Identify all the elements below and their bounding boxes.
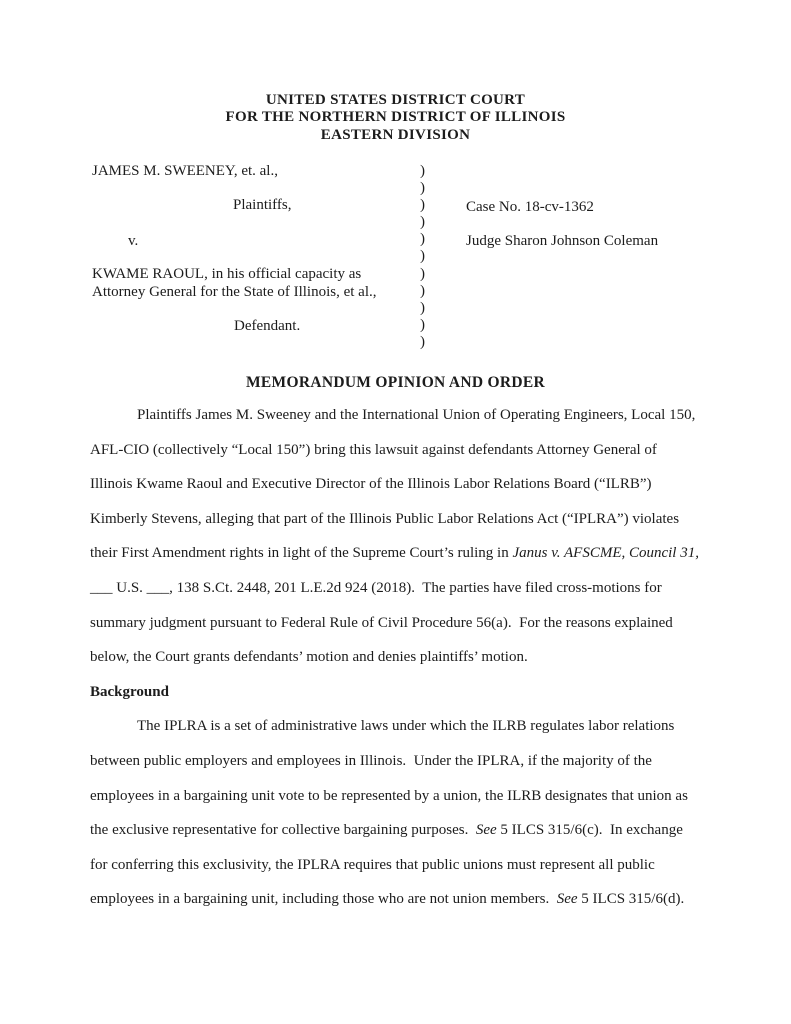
caption-paren: ): [420, 299, 425, 316]
plaintiff-label: Plaintiffs,: [233, 197, 292, 213]
defendant-name-line1: KWAME RAOUL, in his official capacity as: [92, 266, 362, 282]
body-text-segment: 5 ILCS 315/6(c). In exchange: [496, 822, 683, 839]
body-text-segment: their First Amendment rights in light of the Supreme Court’s ruling in: [90, 545, 513, 562]
defendant-label: Defendant.: [234, 318, 301, 334]
body-text-segment: 5 ILCS 315/6(d).: [577, 891, 685, 908]
caption-paren: ): [420, 180, 425, 197]
opinion-paragraph-1: [90, 398, 710, 675]
body-text-segment: the exclusive representative for collective bargaining purposes.: [90, 822, 476, 839]
plaintiff-name: JAMES M. SWEENEY, et. al.,: [92, 163, 278, 179]
versus-label: v.: [128, 233, 139, 249]
background-heading: Background: [90, 683, 169, 700]
case-number: Case No. 18-cv-1362: [466, 199, 594, 215]
body-text-segment: employees in a bargaining unit vote to be represented by a union, the ILRB designates that union as: [90, 787, 688, 804]
body-text-segment: Illinois Kwame Raoul and Executive Director of the Illinois Labor Relations Board (“ILRB”): [90, 476, 652, 493]
body-text-segment: below, the Court grants defendants’ motion and denies plaintiffs’ motion.: [90, 649, 528, 666]
body-text-segment: employees in a bargaining unit, including those who are not union members.: [90, 891, 557, 908]
document-text-line: [90, 882, 710, 917]
caption-paren: ): [420, 248, 425, 265]
caption-paren-column: [420, 163, 425, 351]
court-division: EASTERN DIVISION: [320, 126, 471, 143]
italic-citation-text: See: [475, 822, 497, 839]
caption-paren: ): [420, 333, 425, 350]
document-text-line: [90, 536, 710, 571]
document-text-line: [90, 502, 710, 537]
opinion-paragraph-2: [90, 709, 710, 917]
caption-paren: ): [420, 214, 425, 231]
body-text-segment: summary judgment pursuant to Federal Rule of Civil Procedure 56(a). For the reasons explained: [90, 614, 673, 631]
body-text-segment: between public employers and employees in Illinois. Under the IPLRA, if the majority of the: [90, 752, 652, 769]
caption-paren: ): [420, 163, 425, 179]
document-text-line: [90, 813, 710, 848]
caption-paren: ): [420, 231, 425, 248]
document-text-line: [90, 640, 710, 675]
document-text-line: [90, 467, 710, 502]
document-text-line: [90, 606, 710, 641]
caption-paren: ): [420, 197, 425, 214]
document-text-line: [90, 433, 710, 468]
document-title: MEMORANDUM OPINION AND ORDER: [245, 374, 545, 391]
document-text-line: [90, 744, 710, 779]
document-text-line: [90, 848, 710, 883]
document-text-line: [90, 398, 710, 433]
judge-name: Judge Sharon Johnson Coleman: [466, 233, 659, 249]
document-text-line: [90, 779, 710, 814]
court-district: FOR THE NORTHERN DISTRICT OF ILLINOIS: [225, 109, 566, 126]
body-text-segment: for conferring this exclusivity, the IPLRA requires that public unions must represent all public: [90, 856, 655, 873]
court-header: [0, 92, 791, 144]
caption-paren: ): [420, 316, 425, 333]
body-text-segment: AFL-CIO (collectively “Local 150”) bring this lawsuit against defendants Attorney General of: [90, 441, 657, 458]
document-text-line: [90, 571, 710, 606]
body-text-segment: Plaintiffs James M. Sweeney and the International Union of Operating Engineers, Local 150,: [137, 407, 696, 423]
body-text-segment: Kimberly Stevens, alleging that part of the Illinois Public Labor Relations Act (“IPLRA”) violates: [90, 510, 680, 527]
body-text-segment: ___ U.S. ___, 138 S.Ct. 2448, 201 L.E.2d 924 (2018). The parties have filed cross-motions for: [90, 579, 662, 596]
document-text-line: [90, 709, 710, 744]
case-caption: [90, 163, 710, 358]
italic-citation-text: Janus v. AFSCME, Council 31,: [512, 545, 699, 562]
opinion-body: [90, 398, 710, 917]
italic-citation-text: See: [556, 891, 578, 908]
court-name: UNITED STATES DISTRICT COURT: [265, 92, 526, 108]
defendant-name-line2: Attorney General for the State of Illinois, et al.,: [92, 284, 377, 300]
body-text-segment: The IPLRA is a set of administrative laws under which the ILRB regulates labor relations: [137, 718, 675, 735]
caption-paren: ): [420, 282, 425, 299]
caption-paren: ): [420, 265, 425, 282]
